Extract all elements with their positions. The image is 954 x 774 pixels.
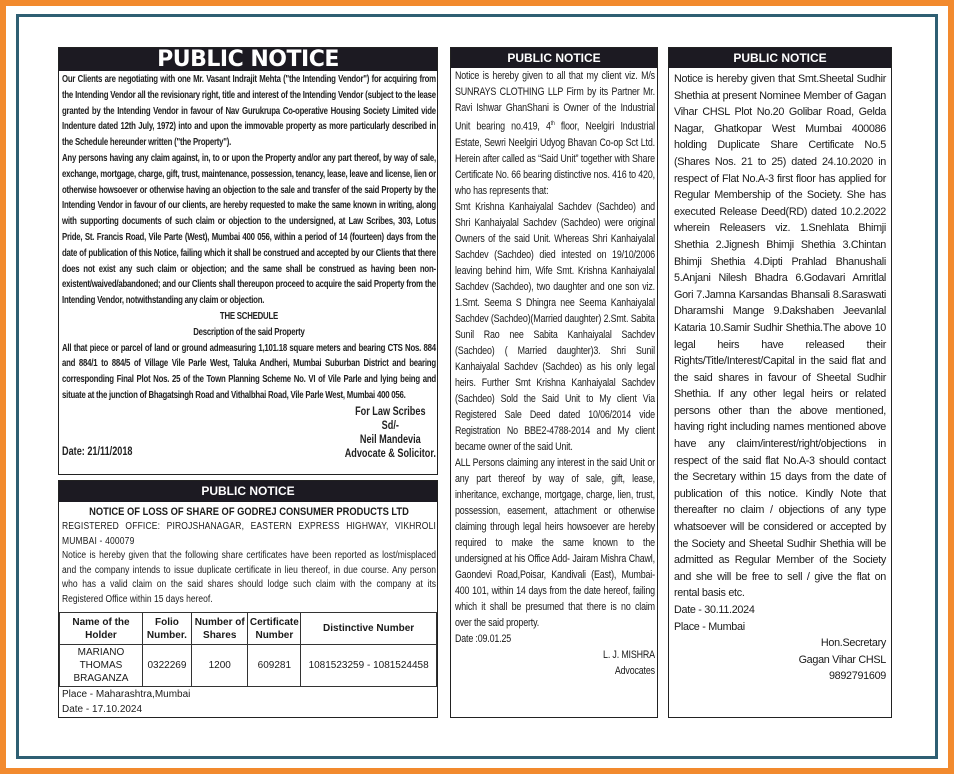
notice-title: PUBLIC NOTICE — [59, 481, 437, 502]
cell-folio: 0322269 — [142, 645, 191, 687]
share-table — [59, 612, 437, 687]
sign-society: Gagan Vihar CHSL — [798, 653, 886, 666]
notice-paragraph: All that piece or parcel of land or ground admeasuring 1,101.18 square meters and bearing CTS Nos. 884 and 884/1 to 884/5 of Village Vile Parle West, Taluka Andheri, Mumbai Suburban District and bearing corresponding Final Plot Nos. 25 of the Town Planning Scheme No. VI of Vile Parle and lying being and situate at the junction of Bhagatsingh Road and Vithalbhai Road, Vile Parle West, Mumbai 400 056. — [62, 342, 436, 401]
notice-society-membership — [668, 47, 892, 718]
cell-shares: 1200 — [191, 645, 248, 687]
sign-for: For Law Scribes — [355, 403, 426, 418]
notice-property-purchase — [58, 47, 438, 475]
registered-office: REGISTERED OFFICE: PIROJSHANAGAR, EASTERN EXPRESS HIGHWAY, VIKHROLI MUMBAI - 400079 — [62, 521, 436, 547]
sign-title: Hon.Secretary — [820, 637, 886, 650]
sign-role: Advocates — [614, 664, 655, 677]
cell-certificate: 609281 — [248, 645, 301, 687]
notice-title: PUBLIC NOTICE — [59, 48, 437, 71]
notice-paragraph: ALL Persons claiming any interest in the said Unit or any part thereof by way of sale, gift, lease, inheritance, exchange, mortgage, charge, lien, trust, possession, easement, attachment or otherwise claiming through legal heirs howsoever are hereby required to make the same known to the undersigned at his Office Add- Jairam Mishra Chawl, Gaondevi Road,Poisar, Kandivali (East), Mumbai- 400 101, within 14 days from the date hereof, failing which it shall be presumed that there is no claim over the said property. — [455, 456, 655, 629]
sign-role: Advocate & Solicitor. — [344, 445, 436, 460]
col-header: Distinctive Number — [301, 613, 437, 645]
schedule-subtitle: Description of the said Property — [193, 326, 305, 338]
notice-paragraph: Any persons having any claim against, in, to or upon the Property and/or any part thereof, by way of sale, exchange, mortgage, charge, gift, trust, maintenance, possession, tenancy, lease, leave and license, lien or otherwise howsoever or otherwise having an objection to the sale and transfer of the said Property by the Intending Vendor in favour of our clients, are hereby requested to make the same known in writing, along with supporting documents of such claim or objection to the undersigned, at Law Scribes, 303, Lotus Pride, St. Francis Road, Vile Parte (West), Mumbai 400 056, within a period of 14 (fourteen) days from the date of publication of this Notice, failing which it shall be construed and accepted by our Clients that there does not exist any such claim or objection; and the same shall be construed as having been non-existent/waived/abandoned; and our Clients shall thereupon proceed to acquire the said Property from the Intending Vendor, notwithstanding any claim or objection. — [62, 152, 436, 307]
cell-distinctive: 1081523259 - 1081524458 — [301, 645, 437, 687]
cell-holder: MARIANO THOMAS BRAGANZA — [60, 645, 143, 687]
col-header: Name of the Holder — [60, 613, 143, 645]
signature-block — [62, 404, 436, 460]
schedule-title: THE SCHEDULE — [219, 310, 279, 322]
notice-place: Place - Maharashtra,Mumbai — [62, 689, 191, 700]
notice-paragraph: Smt Krishna Kanhaiyalal Sachdev (Sachdeo) and Shri Kanhaiyalal Sachdev (Sachdeo) were original Owners of the said Unit. Whereas Shri Kanhaiyalal Sachdev (Sachdeo) died intested on 19/10/2006 leaving behind him, Wife Smt. Krishna Kanhaiyalal Sachdev (Sachdeo), two daughter and one son viz. 1.Smt. Seema S Dhingra nee Seema Kanhaiyalal Sachdev (Sachdeo)(Married daughter) 2.Smt. Sabita Sunil Rao nee Sabita Kanhaiyalal Sachdev (Sachdeo) ( Married daughter)3. Shri Sunil Kanhaiyalal Sachdev (Sachdeo) as his only legal heirs. Further Smt Krishna Kanhaiyalal Sachdev (Sachdeo) Sold the Said Unit to My client Via Registered Sale Deed dated 10/06/2014 vide Registration No BBE2-4788-2014 and My client became owner of the said Unit. — [455, 200, 655, 453]
notice-paragraph — [455, 68, 655, 199]
col-header: Number of Shares — [191, 613, 248, 645]
text-part: Notice is hereby given to all that my client viz. M/s SUNRAYS CLOTHING LLP Firm by its Partner Mr. Ravi Ishwar GhanShani is Owner of the Industrial Unit bearing no.419, 4 — [455, 70, 655, 133]
notice-subject: NOTICE OF LOSS OF SHARE OF GODREJ CONSUMER PRODUCTS LTD — [89, 506, 409, 518]
col-header: Folio Number. — [142, 613, 191, 645]
notice-paragraph: Our Clients are negotiating with one Mr. Vasant Indrajit Mehta ("the Intending Vendor") for acquiring from the Intending Vendor all the revisionary right, title and interest of the Intending Vendor (subject to the lease granted by the Intending Vendor in favour of Nav Gurukrupa Co-operative Housing Society Limited vide Indenture dated 12th July, 1972) into and upon the immovable property as more particularly described in the Schedule hereunder written ("the Property"). — [62, 74, 436, 149]
text-part: floor, Neelgiri Industrial Estate, Sewri Neelgiri Udyog Bhavan Co-op Sct Ltd. Herein after called as “Said Unit” together with Share Certificate No. 66 bearing distinctive nos. 416 to 420, who has represents that: — [455, 120, 655, 197]
notice-industrial-unit — [450, 47, 658, 718]
col-header: Certificate Number — [248, 613, 301, 645]
notice-share-loss — [58, 480, 438, 718]
notice-date: Date - 17.10.2024 — [62, 704, 143, 715]
notice-title: PUBLIC NOTICE — [451, 48, 657, 68]
sign-name: Neil Mandevia — [359, 431, 421, 446]
superscript: th — [550, 121, 555, 127]
notice-date: Date :09.01.25 — [455, 632, 512, 645]
notice-paragraph: Notice is hereby given that the following share certificates have been reported as lost/misplaced and the company intends to issue duplicate certificate in lieu thereof, in due course. Any person who has a valid claim on the said shares should lodge such claim with the company at its Registered Office within 15 days hereof. — [62, 550, 436, 605]
notice-date: Date: 21/11/2018 — [62, 443, 133, 458]
notice-title: PUBLIC NOTICE — [669, 48, 891, 68]
notice-date: Date - 30.11.2024 — [674, 604, 755, 616]
sign-sd: Sd/- — [381, 417, 399, 432]
contact-phone: 9892791609 — [828, 670, 886, 683]
sign-name: L. J. MISHRA — [603, 648, 655, 661]
notice-place: Place - Mumbai — [674, 620, 745, 633]
table-row — [60, 645, 437, 687]
notice-paragraph: Notice is hereby given that Smt.Sheetal Sudhir Shethia at present Nominee Member of Gagan Vihar CHSL Plot No.20 Golibar Road, Gelda Nagar, Ghatkopar West Mumbai 400086 holding Duplicate Share Certificate No.5 (Shares Nos. 21 to 25) dated 24.10.2020 in respect of Flat No.A-3 first floor has applied for Regular Membership of the Society. She has executed Release Deed(RD) dated 10.2.2022 wherein Releasers viz. 1.Snehlata Bhimji Shethia 2.Jignesh Bhimji Shethia 3.Chintan Bhimji Shethia 4.Dipti Prahlad Bhanushali 5.Anjani Nilesh Bhadra 6.Godavari Amritlal Gori 7.Jamna Karsandas Bhansali 8.Saraswati Dharamshi Mange 9.Dakshaben Jeevanlal Kataria 10.Samir Sudhir Shethia.The above 10 legal heirs have released their Rights/Title/Interest/Capital in the said flat and the said shares in favour of Sheetal Sudhir Shethia. If any other legal heirs or related persons other than the above mentioned, having right including names mentioned above have any claim/interest/right/objections in respect of the said flat No.A-3 should contact the Secretary within 15 days from the date of publication of this notice. Kindly Note that thereafter no claim / objections of any type whatsoever will be considered or accepted by the Society and Sheetal Sudhir Shethia will be admitted as Regular Member of the Society and she will be free to sell / give the flat on rental basis etc. — [674, 73, 886, 600]
